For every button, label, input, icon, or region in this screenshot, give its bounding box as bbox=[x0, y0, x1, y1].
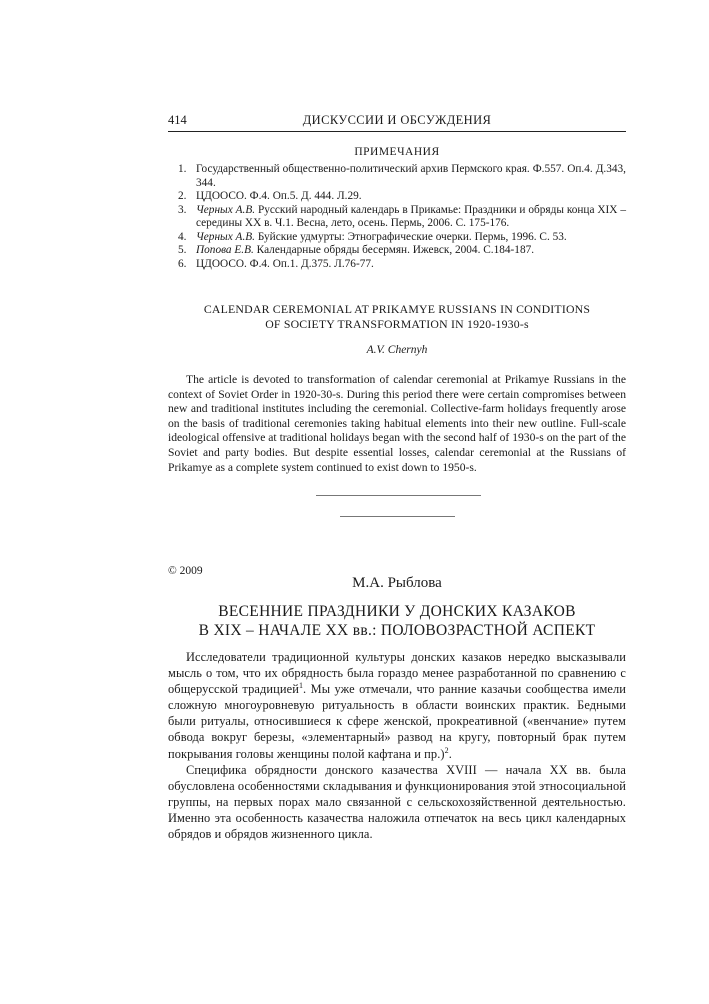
article-body bbox=[168, 649, 626, 842]
note-item bbox=[178, 244, 626, 258]
note-number: 6. bbox=[178, 257, 187, 270]
body-paragraph bbox=[168, 649, 626, 762]
english-title-line: OF SOCIETY TRANSFORMATION IN 1920-1930-s bbox=[265, 317, 529, 331]
running-head bbox=[168, 111, 626, 132]
note-item bbox=[178, 204, 626, 231]
note-item bbox=[178, 258, 626, 272]
note-text: Календарные обряды бесермян. Ижевск, 2004. С.184-187. bbox=[253, 244, 535, 256]
article-title bbox=[168, 602, 626, 640]
footnote-reference[interactable]: 2 bbox=[444, 745, 449, 755]
english-abstract: The article is devoted to transformation of calendar ceremonial at Prikamye Russians in the context of Soviet Order in 1920-30-s. During this period there were certain compromises between new and traditional institutes including the ceremonial. Collective-farm holidays frequently arose on the basis of traditional ceremonies taking habitual elements into their new outline. Full-scale ideological offensive at traditional holidays began with the second half of 1930-s on the part of the Soviet and party bodies. But despite essential losses, calendar ceremonial at the Russians of Prikamye as a complete system continued to exist down to 1950-s. bbox=[168, 373, 626, 474]
paragraph-text: . Мы уже отмечали, что ранние казачьи сообщества имели сложную многоуровневую ритуальность в области воинских практик. Бедными были ритуалы, относившиеся к сфере женской, прокреативной («венчание» путем обвода вокруг березы, «элементарный» развод на кругу, повторный брак путем покрывания головы женщины полой кафтана и пр.) bbox=[168, 682, 627, 761]
article-author: М.А. Рыблова bbox=[352, 575, 442, 591]
page-number: 414 bbox=[168, 113, 187, 127]
footnote-reference[interactable]: 1 bbox=[298, 681, 304, 691]
english-summary-title bbox=[168, 302, 626, 332]
paragraph-text: Исследователи традиционной культуры донских казаков нередко высказывали мысль о том, что их обрядность была гораздо менее разработанной по сравнению с общерусской традицией bbox=[168, 650, 626, 697]
body-paragraph: Специфика обрядности донского казачества XVIII — начала XX вв. была обусловлена особенностями складывания и функционирования этой этносоциальной группы, на первых порах мало связанной с сельскохозяйственной деятельностью. Именно эта особенность казачества наложила отпечаток на весь цикл календарных обрядов и обрядов жизненного цикла. bbox=[168, 762, 626, 842]
note-author: Попова Е.В. bbox=[196, 244, 254, 256]
note-text: Буйские удмурты: Этнографические очерки. Пермь, 1996. С. 53. bbox=[255, 230, 567, 243]
copyright-notice: © 2009 bbox=[168, 565, 203, 577]
article-title-line: В XIX – НАЧАЛЕ XX вв.: ПОЛОВОЗРАСТНОЙ АСПЕКТ bbox=[198, 622, 596, 639]
note-number: 3. bbox=[178, 203, 187, 216]
note-text: ЦДООСО. Ф.4. Оп.5. Д. 444. Л.29. bbox=[196, 190, 362, 202]
section-divider-short bbox=[340, 516, 455, 517]
section-divider-long bbox=[316, 495, 481, 496]
journal-section-title: ДИСКУССИИ И ОБСУЖДЕНИЯ bbox=[302, 113, 492, 127]
note-number: 4. bbox=[178, 230, 187, 243]
note-text: Государственный общественно-политический архив Пермского края. Ф.557. Оп.4. Д.343, 344. bbox=[196, 163, 626, 189]
note-item bbox=[178, 231, 626, 245]
note-text: ЦДООСО. Ф.4. Оп.1. Д.375. Л.76-77. bbox=[196, 257, 374, 270]
note-number: 2. bbox=[178, 190, 187, 202]
note-author: Черных А.В. bbox=[196, 203, 256, 216]
english-summary-author: A.V. Chernyh bbox=[366, 344, 428, 356]
note-number: 1. bbox=[178, 163, 187, 175]
note-item bbox=[178, 190, 626, 204]
article-title-line: ВЕСЕННИЕ ПРАЗДНИКИ У ДОНСКИХ КАЗАКОВ bbox=[218, 603, 576, 620]
english-title-line: CALENDAR CEREMONIAL AT PRIKAMYE RUSSIANS IN CONDITIONS bbox=[203, 302, 591, 316]
notes-list bbox=[178, 163, 626, 271]
notes-heading: ПРИМЕЧАНИЯ bbox=[354, 146, 440, 158]
note-item bbox=[178, 163, 626, 190]
note-text: Русский народный календарь в Прикамье: Праздники и обряды конца XIX – середины XX в. Ч.1. Весна, лето, осень. Пермь, 2006. С. 175-176. bbox=[196, 203, 626, 229]
note-author: Черных А.В. bbox=[196, 230, 255, 243]
note-number: 5. bbox=[178, 244, 187, 256]
paragraph-text: . bbox=[448, 746, 452, 761]
